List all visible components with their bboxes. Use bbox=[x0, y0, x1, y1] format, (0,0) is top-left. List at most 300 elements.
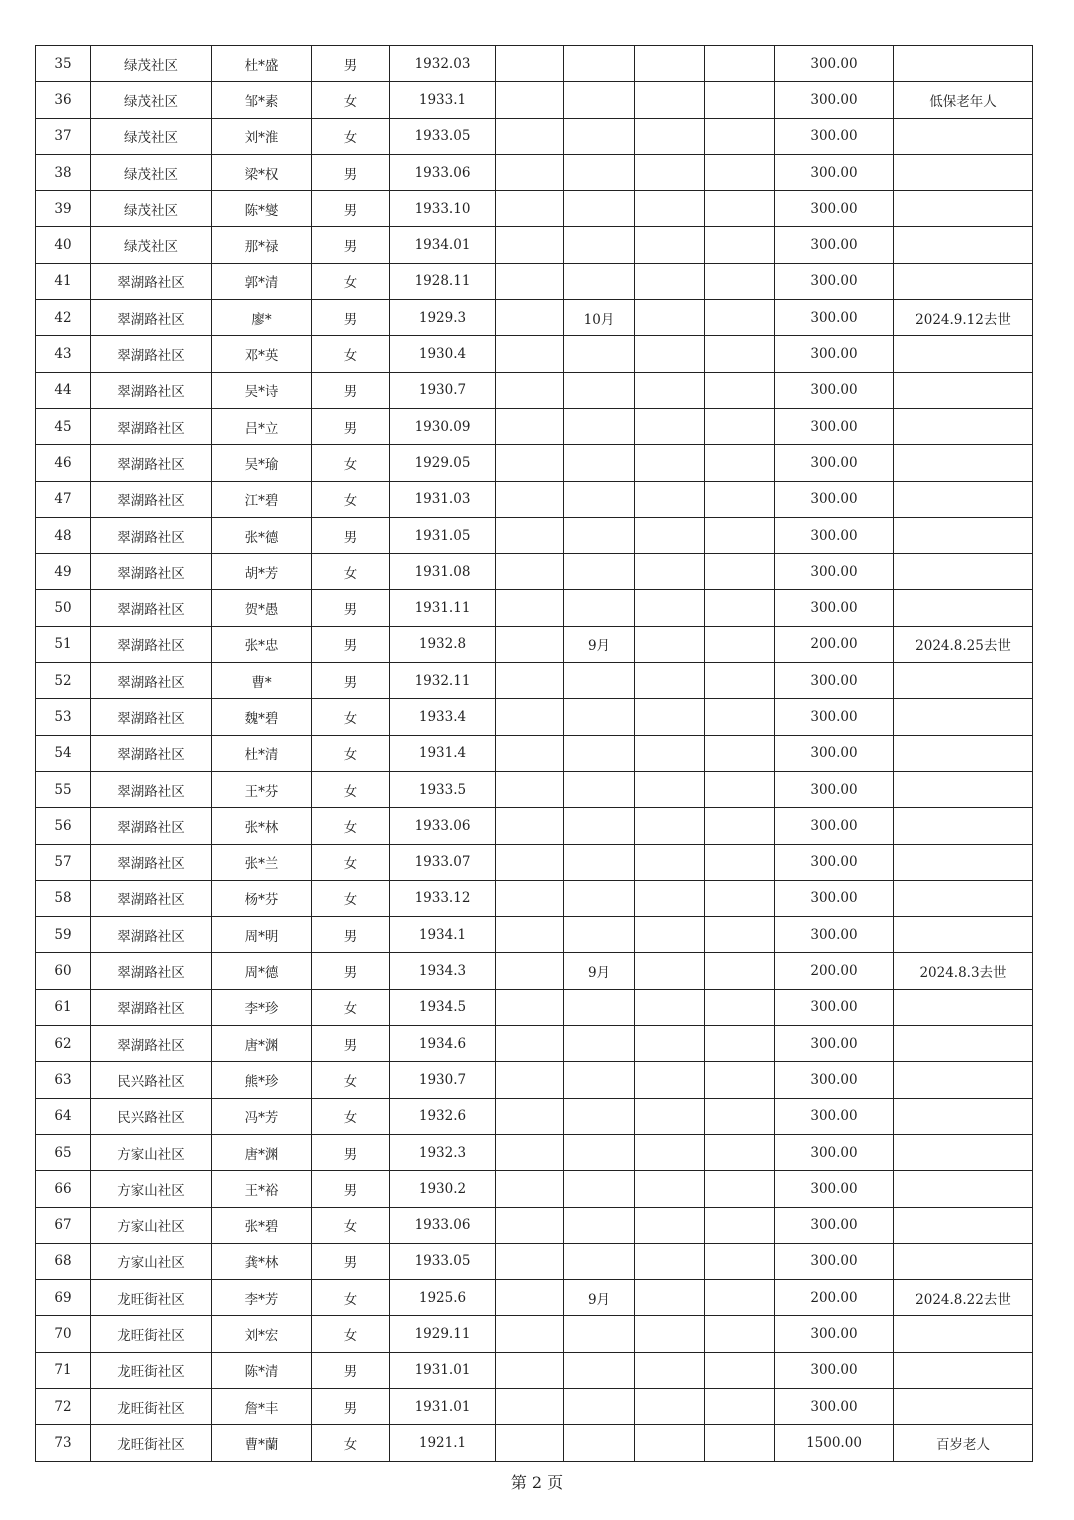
gender-cell: 男 bbox=[312, 1026, 390, 1062]
birth-date-cell: 1933.06 bbox=[390, 1207, 496, 1243]
community-cell: 民兴路社区 bbox=[91, 1098, 212, 1134]
blank-cell-6 bbox=[496, 1425, 564, 1461]
row-number: 52 bbox=[36, 663, 91, 699]
blank-cell-8 bbox=[635, 880, 705, 916]
blank-cell-8 bbox=[635, 408, 705, 444]
blank-cell-6 bbox=[496, 917, 564, 953]
blank-cell-8 bbox=[635, 771, 705, 807]
community-cell: 绿茂社区 bbox=[91, 82, 212, 118]
blank-cell-8 bbox=[635, 445, 705, 481]
name-cell: 王*裕 bbox=[212, 1171, 312, 1207]
blank-cell-9 bbox=[705, 118, 775, 154]
community-cell: 翠湖路社区 bbox=[91, 554, 212, 590]
name-cell: 陈*燮 bbox=[212, 191, 312, 227]
row-number: 55 bbox=[36, 771, 91, 807]
blank-cell-8 bbox=[635, 517, 705, 553]
amount-cell: 300.00 bbox=[775, 844, 894, 880]
blank-cell-6 bbox=[496, 82, 564, 118]
community-cell: 翠湖路社区 bbox=[91, 1026, 212, 1062]
blank-cell-6 bbox=[496, 880, 564, 916]
blank-cell-6 bbox=[496, 626, 564, 662]
amount-cell: 300.00 bbox=[775, 481, 894, 517]
blank-cell-9 bbox=[705, 372, 775, 408]
amount-cell: 300.00 bbox=[775, 1134, 894, 1170]
month-cell bbox=[564, 263, 635, 299]
remark-cell bbox=[894, 1352, 1033, 1388]
community-cell: 翠湖路社区 bbox=[91, 336, 212, 372]
remark-cell bbox=[894, 1062, 1033, 1098]
row-number: 56 bbox=[36, 808, 91, 844]
birth-date-cell: 1931.01 bbox=[390, 1352, 496, 1388]
birth-date-cell: 1925.6 bbox=[390, 1280, 496, 1316]
amount-cell: 200.00 bbox=[775, 953, 894, 989]
amount-cell: 300.00 bbox=[775, 1171, 894, 1207]
name-cell: 那*禄 bbox=[212, 227, 312, 263]
month-cell bbox=[564, 408, 635, 444]
blank-cell-9 bbox=[705, 1388, 775, 1424]
birth-date-cell: 1933.1 bbox=[390, 82, 496, 118]
birth-date-cell: 1933.12 bbox=[390, 880, 496, 916]
gender-cell: 男 bbox=[312, 372, 390, 408]
row-number: 41 bbox=[36, 263, 91, 299]
blank-cell-8 bbox=[635, 844, 705, 880]
community-cell: 方家山社区 bbox=[91, 1243, 212, 1279]
blank-cell-6 bbox=[496, 771, 564, 807]
month-cell bbox=[564, 445, 635, 481]
amount-cell: 300.00 bbox=[775, 517, 894, 553]
blank-cell-6 bbox=[496, 1243, 564, 1279]
row-number: 40 bbox=[36, 227, 91, 263]
name-cell: 王*芬 bbox=[212, 771, 312, 807]
table-row bbox=[36, 1207, 1033, 1243]
community-cell: 绿茂社区 bbox=[91, 46, 212, 82]
name-cell: 邓*英 bbox=[212, 336, 312, 372]
row-number: 43 bbox=[36, 336, 91, 372]
community-cell: 翠湖路社区 bbox=[91, 735, 212, 771]
gender-cell: 女 bbox=[312, 699, 390, 735]
name-cell: 郭*清 bbox=[212, 263, 312, 299]
month-cell bbox=[564, 880, 635, 916]
amount-cell: 300.00 bbox=[775, 1062, 894, 1098]
blank-cell-8 bbox=[635, 699, 705, 735]
month-cell: 9月 bbox=[564, 626, 635, 662]
name-cell: 江*碧 bbox=[212, 481, 312, 517]
gender-cell: 男 bbox=[312, 1134, 390, 1170]
community-cell: 翠湖路社区 bbox=[91, 445, 212, 481]
gender-cell: 男 bbox=[312, 590, 390, 626]
community-cell: 翠湖路社区 bbox=[91, 880, 212, 916]
month-cell bbox=[564, 227, 635, 263]
gender-cell: 女 bbox=[312, 1280, 390, 1316]
table-row bbox=[36, 1316, 1033, 1352]
month-cell bbox=[564, 1026, 635, 1062]
blank-cell-9 bbox=[705, 408, 775, 444]
table-row bbox=[36, 880, 1033, 916]
gender-cell: 男 bbox=[312, 1388, 390, 1424]
remark-cell: 百岁老人 bbox=[894, 1425, 1033, 1461]
blank-cell-8 bbox=[635, 1280, 705, 1316]
community-cell: 龙旺街社区 bbox=[91, 1316, 212, 1352]
name-cell: 陈*清 bbox=[212, 1352, 312, 1388]
month-cell bbox=[564, 191, 635, 227]
month-cell: 9月 bbox=[564, 1280, 635, 1316]
amount-cell: 300.00 bbox=[775, 263, 894, 299]
blank-cell-8 bbox=[635, 808, 705, 844]
row-number: 47 bbox=[36, 481, 91, 517]
name-cell: 张*忠 bbox=[212, 626, 312, 662]
month-cell bbox=[564, 590, 635, 626]
gender-cell: 男 bbox=[312, 517, 390, 553]
gender-cell: 女 bbox=[312, 118, 390, 154]
table-row bbox=[36, 771, 1033, 807]
community-cell: 翠湖路社区 bbox=[91, 844, 212, 880]
remark-cell bbox=[894, 46, 1033, 82]
blank-cell-8 bbox=[635, 263, 705, 299]
gender-cell: 女 bbox=[312, 880, 390, 916]
table-row bbox=[36, 300, 1033, 336]
amount-cell: 300.00 bbox=[775, 82, 894, 118]
name-cell: 杜*清 bbox=[212, 735, 312, 771]
remark-cell bbox=[894, 1388, 1033, 1424]
elderly-subsidy-table bbox=[35, 45, 1033, 1462]
table-row bbox=[36, 1243, 1033, 1279]
row-number: 68 bbox=[36, 1243, 91, 1279]
blank-cell-6 bbox=[496, 1134, 564, 1170]
remark-cell bbox=[894, 154, 1033, 190]
gender-cell: 女 bbox=[312, 735, 390, 771]
amount-cell: 300.00 bbox=[775, 336, 894, 372]
gender-cell: 男 bbox=[312, 917, 390, 953]
gender-cell: 女 bbox=[312, 1316, 390, 1352]
remark-cell bbox=[894, 191, 1033, 227]
blank-cell-6 bbox=[496, 663, 564, 699]
amount-cell: 300.00 bbox=[775, 917, 894, 953]
blank-cell-8 bbox=[635, 227, 705, 263]
birth-date-cell: 1932.03 bbox=[390, 46, 496, 82]
table-row bbox=[36, 1388, 1033, 1424]
amount-cell: 300.00 bbox=[775, 1026, 894, 1062]
month-cell bbox=[564, 735, 635, 771]
row-number: 72 bbox=[36, 1388, 91, 1424]
amount-cell: 300.00 bbox=[775, 808, 894, 844]
amount-cell: 300.00 bbox=[775, 1207, 894, 1243]
blank-cell-6 bbox=[496, 808, 564, 844]
remark-cell bbox=[894, 1098, 1033, 1134]
community-cell: 翠湖路社区 bbox=[91, 917, 212, 953]
remark-cell bbox=[894, 1134, 1033, 1170]
blank-cell-6 bbox=[496, 481, 564, 517]
name-cell: 吴*诗 bbox=[212, 372, 312, 408]
blank-cell-9 bbox=[705, 1316, 775, 1352]
gender-cell: 女 bbox=[312, 1098, 390, 1134]
remark-cell bbox=[894, 517, 1033, 553]
blank-cell-9 bbox=[705, 1352, 775, 1388]
name-cell: 贺*愚 bbox=[212, 590, 312, 626]
row-number: 58 bbox=[36, 880, 91, 916]
blank-cell-8 bbox=[635, 735, 705, 771]
blank-cell-8 bbox=[635, 590, 705, 626]
community-cell: 龙旺街社区 bbox=[91, 1352, 212, 1388]
month-cell bbox=[564, 82, 635, 118]
blank-cell-6 bbox=[496, 445, 564, 481]
name-cell: 吕*立 bbox=[212, 408, 312, 444]
amount-cell: 300.00 bbox=[775, 1243, 894, 1279]
birth-date-cell: 1931.05 bbox=[390, 517, 496, 553]
row-number: 45 bbox=[36, 408, 91, 444]
month-cell bbox=[564, 118, 635, 154]
month-cell bbox=[564, 336, 635, 372]
birth-date-cell: 1932.6 bbox=[390, 1098, 496, 1134]
month-cell bbox=[564, 699, 635, 735]
name-cell: 熊*珍 bbox=[212, 1062, 312, 1098]
gender-cell: 男 bbox=[312, 300, 390, 336]
blank-cell-9 bbox=[705, 1280, 775, 1316]
amount-cell: 300.00 bbox=[775, 771, 894, 807]
row-number: 60 bbox=[36, 953, 91, 989]
table-row bbox=[36, 372, 1033, 408]
table-row bbox=[36, 917, 1033, 953]
blank-cell-9 bbox=[705, 1243, 775, 1279]
blank-cell-6 bbox=[496, 590, 564, 626]
blank-cell-9 bbox=[705, 1026, 775, 1062]
blank-cell-6 bbox=[496, 1062, 564, 1098]
gender-cell: 男 bbox=[312, 1171, 390, 1207]
row-number: 37 bbox=[36, 118, 91, 154]
blank-cell-8 bbox=[635, 1134, 705, 1170]
row-number: 42 bbox=[36, 300, 91, 336]
blank-cell-9 bbox=[705, 154, 775, 190]
blank-cell-9 bbox=[705, 880, 775, 916]
name-cell: 周*明 bbox=[212, 917, 312, 953]
gender-cell: 男 bbox=[312, 154, 390, 190]
table-row bbox=[36, 1425, 1033, 1461]
table-row bbox=[36, 1026, 1033, 1062]
amount-cell: 300.00 bbox=[775, 1352, 894, 1388]
row-number: 54 bbox=[36, 735, 91, 771]
blank-cell-8 bbox=[635, 1425, 705, 1461]
gender-cell: 男 bbox=[312, 1243, 390, 1279]
name-cell: 曹*蘭 bbox=[212, 1425, 312, 1461]
blank-cell-6 bbox=[496, 1280, 564, 1316]
month-cell bbox=[564, 1098, 635, 1134]
birth-date-cell: 1929.11 bbox=[390, 1316, 496, 1352]
remark-cell bbox=[894, 735, 1033, 771]
blank-cell-8 bbox=[635, 191, 705, 227]
community-cell: 翠湖路社区 bbox=[91, 263, 212, 299]
row-number: 62 bbox=[36, 1026, 91, 1062]
blank-cell-9 bbox=[705, 481, 775, 517]
blank-cell-8 bbox=[635, 46, 705, 82]
blank-cell-6 bbox=[496, 1388, 564, 1424]
row-number: 44 bbox=[36, 372, 91, 408]
remark-cell bbox=[894, 808, 1033, 844]
name-cell: 龚*林 bbox=[212, 1243, 312, 1279]
blank-cell-6 bbox=[496, 953, 564, 989]
blank-cell-8 bbox=[635, 82, 705, 118]
gender-cell: 女 bbox=[312, 989, 390, 1025]
name-cell: 杨*芬 bbox=[212, 880, 312, 916]
birth-date-cell: 1932.3 bbox=[390, 1134, 496, 1170]
blank-cell-8 bbox=[635, 481, 705, 517]
blank-cell-8 bbox=[635, 1098, 705, 1134]
community-cell: 方家山社区 bbox=[91, 1171, 212, 1207]
blank-cell-9 bbox=[705, 82, 775, 118]
birth-date-cell: 1930.09 bbox=[390, 408, 496, 444]
amount-cell: 300.00 bbox=[775, 989, 894, 1025]
table-row bbox=[36, 191, 1033, 227]
amount-cell: 300.00 bbox=[775, 699, 894, 735]
community-cell: 翠湖路社区 bbox=[91, 590, 212, 626]
gender-cell: 男 bbox=[312, 408, 390, 444]
name-cell: 曹* bbox=[212, 663, 312, 699]
month-cell bbox=[564, 517, 635, 553]
row-number: 50 bbox=[36, 590, 91, 626]
birth-date-cell: 1932.8 bbox=[390, 626, 496, 662]
blank-cell-9 bbox=[705, 300, 775, 336]
blank-cell-9 bbox=[705, 336, 775, 372]
community-cell: 翠湖路社区 bbox=[91, 372, 212, 408]
month-cell bbox=[564, 1352, 635, 1388]
name-cell: 刘*宏 bbox=[212, 1316, 312, 1352]
amount-cell: 300.00 bbox=[775, 372, 894, 408]
remark-cell bbox=[894, 336, 1033, 372]
blank-cell-6 bbox=[496, 191, 564, 227]
community-cell: 翠湖路社区 bbox=[91, 953, 212, 989]
community-cell: 方家山社区 bbox=[91, 1134, 212, 1170]
blank-cell-8 bbox=[635, 300, 705, 336]
community-cell: 翠湖路社区 bbox=[91, 481, 212, 517]
month-cell bbox=[564, 1388, 635, 1424]
table-row bbox=[36, 953, 1033, 989]
remark-cell bbox=[894, 699, 1033, 735]
blank-cell-6 bbox=[496, 118, 564, 154]
birth-date-cell: 1921.1 bbox=[390, 1425, 496, 1461]
month-cell bbox=[564, 554, 635, 590]
table-row bbox=[36, 1098, 1033, 1134]
birth-date-cell: 1930.7 bbox=[390, 1062, 496, 1098]
month-cell bbox=[564, 771, 635, 807]
amount-cell: 300.00 bbox=[775, 46, 894, 82]
month-cell bbox=[564, 844, 635, 880]
blank-cell-8 bbox=[635, 1243, 705, 1279]
birth-date-cell: 1934.1 bbox=[390, 917, 496, 953]
community-cell: 民兴路社区 bbox=[91, 1062, 212, 1098]
blank-cell-9 bbox=[705, 1134, 775, 1170]
birth-date-cell: 1931.11 bbox=[390, 590, 496, 626]
birth-date-cell: 1933.06 bbox=[390, 808, 496, 844]
gender-cell: 女 bbox=[312, 263, 390, 299]
table-row bbox=[36, 663, 1033, 699]
row-number: 73 bbox=[36, 1425, 91, 1461]
blank-cell-6 bbox=[496, 263, 564, 299]
name-cell: 刘*淮 bbox=[212, 118, 312, 154]
blank-cell-9 bbox=[705, 263, 775, 299]
row-number: 65 bbox=[36, 1134, 91, 1170]
month-cell bbox=[564, 1243, 635, 1279]
table-row bbox=[36, 445, 1033, 481]
community-cell: 绿茂社区 bbox=[91, 154, 212, 190]
community-cell: 龙旺街社区 bbox=[91, 1425, 212, 1461]
blank-cell-8 bbox=[635, 917, 705, 953]
blank-cell-6 bbox=[496, 336, 564, 372]
blank-cell-9 bbox=[705, 989, 775, 1025]
table-row bbox=[36, 590, 1033, 626]
name-cell: 杜*盛 bbox=[212, 46, 312, 82]
table-row bbox=[36, 735, 1033, 771]
gender-cell: 女 bbox=[312, 771, 390, 807]
birth-date-cell: 1933.05 bbox=[390, 118, 496, 154]
month-cell bbox=[564, 46, 635, 82]
table-row bbox=[36, 154, 1033, 190]
row-number: 71 bbox=[36, 1352, 91, 1388]
amount-cell: 300.00 bbox=[775, 735, 894, 771]
community-cell: 翠湖路社区 bbox=[91, 699, 212, 735]
month-cell bbox=[564, 808, 635, 844]
month-cell bbox=[564, 1425, 635, 1461]
birth-date-cell: 1929.05 bbox=[390, 445, 496, 481]
name-cell: 张*兰 bbox=[212, 844, 312, 880]
blank-cell-9 bbox=[705, 663, 775, 699]
birth-date-cell: 1934.3 bbox=[390, 953, 496, 989]
name-cell: 胡*芳 bbox=[212, 554, 312, 590]
blank-cell-9 bbox=[705, 917, 775, 953]
gender-cell: 男 bbox=[312, 663, 390, 699]
blank-cell-9 bbox=[705, 517, 775, 553]
blank-cell-6 bbox=[496, 1171, 564, 1207]
blank-cell-6 bbox=[496, 699, 564, 735]
gender-cell: 女 bbox=[312, 481, 390, 517]
blank-cell-6 bbox=[496, 46, 564, 82]
community-cell: 翠湖路社区 bbox=[91, 989, 212, 1025]
page-number: 第 2 页 bbox=[510, 1473, 564, 1492]
name-cell: 梁*权 bbox=[212, 154, 312, 190]
row-number: 49 bbox=[36, 554, 91, 590]
row-number: 70 bbox=[36, 1316, 91, 1352]
month-cell bbox=[564, 154, 635, 190]
gender-cell: 男 bbox=[312, 227, 390, 263]
month-cell: 9月 bbox=[564, 953, 635, 989]
remark-cell bbox=[894, 481, 1033, 517]
gender-cell: 男 bbox=[312, 626, 390, 662]
blank-cell-9 bbox=[705, 1207, 775, 1243]
blank-cell-6 bbox=[496, 408, 564, 444]
name-cell: 邹*素 bbox=[212, 82, 312, 118]
amount-cell: 300.00 bbox=[775, 1098, 894, 1134]
blank-cell-8 bbox=[635, 626, 705, 662]
amount-cell: 1500.00 bbox=[775, 1425, 894, 1461]
remark-cell bbox=[894, 227, 1033, 263]
blank-cell-9 bbox=[705, 445, 775, 481]
blank-cell-8 bbox=[635, 663, 705, 699]
name-cell: 李*芳 bbox=[212, 1280, 312, 1316]
birth-date-cell: 1930.2 bbox=[390, 1171, 496, 1207]
row-number: 69 bbox=[36, 1280, 91, 1316]
name-cell: 廖* bbox=[212, 300, 312, 336]
gender-cell: 男 bbox=[312, 1352, 390, 1388]
month-cell bbox=[564, 1316, 635, 1352]
row-number: 61 bbox=[36, 989, 91, 1025]
remark-cell: 2024.8.22去世 bbox=[894, 1280, 1033, 1316]
blank-cell-6 bbox=[496, 154, 564, 190]
remark-cell bbox=[894, 554, 1033, 590]
amount-cell: 300.00 bbox=[775, 663, 894, 699]
birth-date-cell: 1933.10 bbox=[390, 191, 496, 227]
table-row bbox=[36, 118, 1033, 154]
gender-cell: 女 bbox=[312, 1425, 390, 1461]
remark-cell bbox=[894, 445, 1033, 481]
table-row bbox=[36, 1134, 1033, 1170]
amount-cell: 300.00 bbox=[775, 154, 894, 190]
